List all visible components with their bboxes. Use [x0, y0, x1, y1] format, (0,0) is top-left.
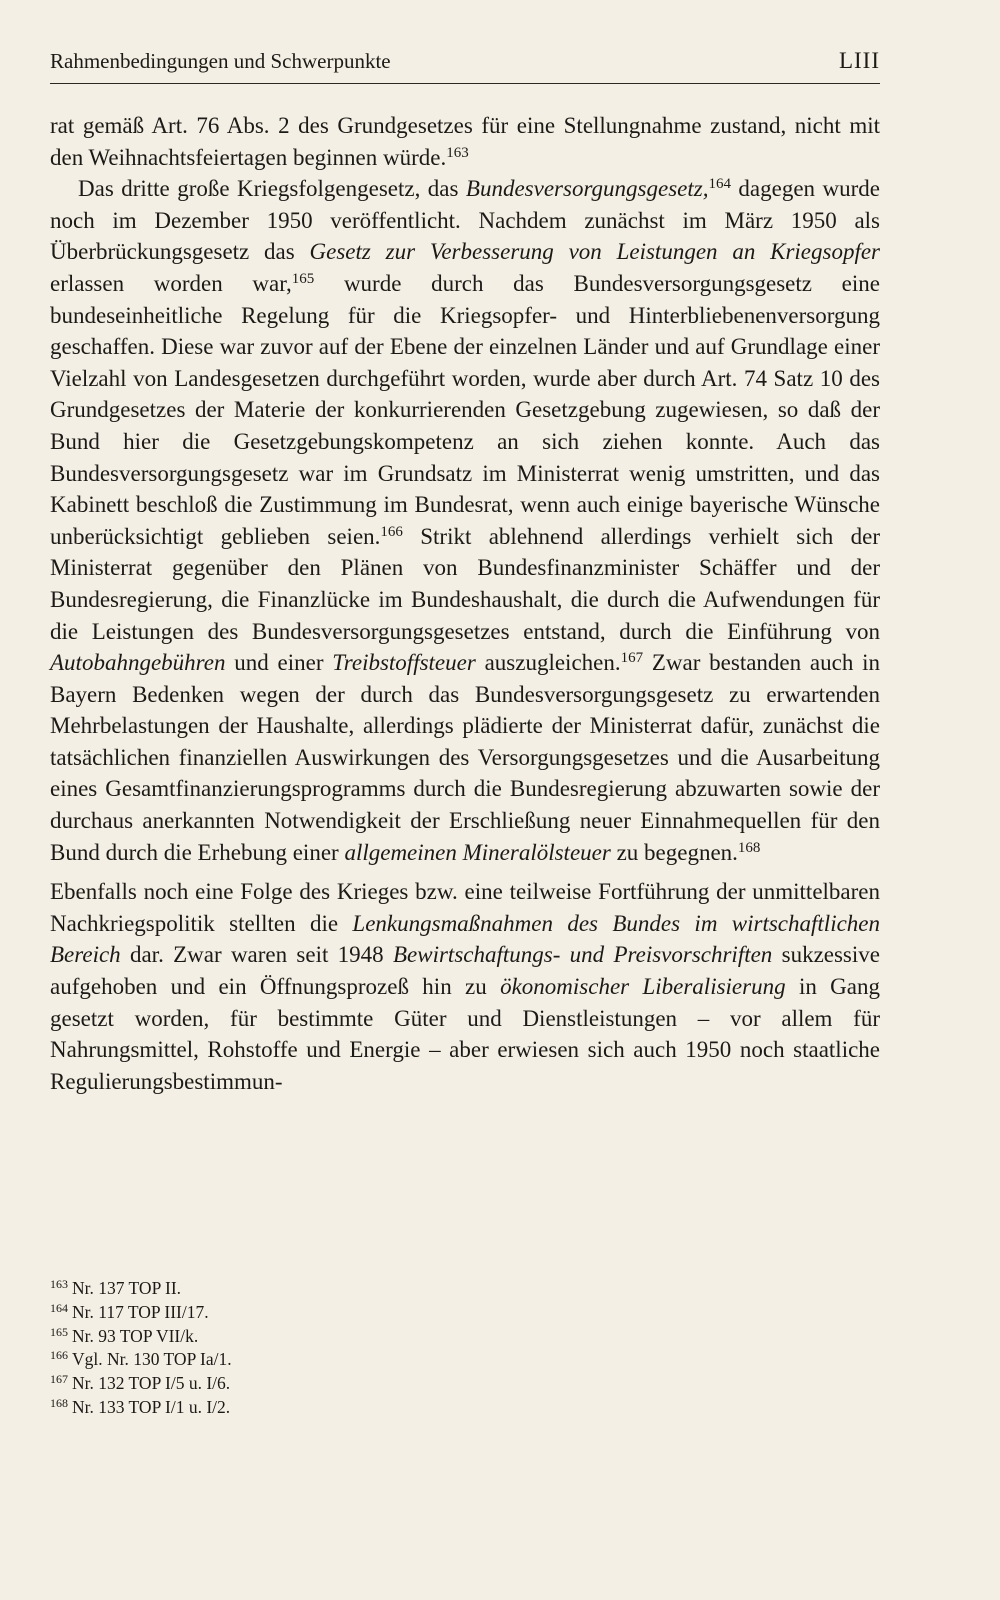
paragraph-3: Ebenfalls noch eine Folge des Krieges bzw. eine teilweise Fortführung der unmittelbaren Nachkriegspolitik stellten die Lenkungsmaßnahmen des Bundes im wirtschaftlichen Bereich dar. Zwar waren seit 1948 Bewirtschaftungs- und Preisvorschriften sukzessive aufgehoben und ein Öffnungsprozeß hin zu ökonomischer Liberalisierung in Gang gesetzt worden, für bestimmte Güter und Dienstleistungen – vor allem für Nahrungsmittel, Rohstoffe und Energie – aber erwiesen sich auch 1950 noch staatliche Regulierungsbestimmun-	[50, 879, 880, 1094]
footnote-168: $^{168}$ Nr. 133 TOP I/1 u. I/2.	[50, 1395, 231, 1417]
page-number: LIII	[838, 48, 880, 73]
footnote-166: $^{166}$ Vgl. Nr. 130 TOP Ia/1.	[50, 1348, 232, 1370]
body-text	[50, 110, 880, 1097]
footnote-164: $^{164}$ Nr. 117 TOP III/17.	[50, 1300, 209, 1322]
running-title: Rahmenbedingungen und Schwerpunkte	[50, 49, 391, 73]
running-header	[50, 48, 880, 84]
footnote-ref-164[interactable]: 164	[708, 176, 731, 193]
footnote-ref-163[interactable]: 163	[446, 144, 469, 161]
footnote-ref-168[interactable]: 168	[737, 839, 761, 856]
footnote-165: $^{165}$ Nr. 93 TOP VII/k.	[50, 1324, 199, 1346]
footnote-ref-167[interactable]: 167	[620, 650, 644, 667]
footnotes	[50, 1277, 880, 1420]
footnote-ref-165[interactable]: 165	[291, 270, 315, 287]
footnote-163: $^{163}$ Nr. 137 TOP II.	[50, 1277, 182, 1298]
paragraph-1: rat gemäß Art. 76 Abs. 2 des Grundgesetzes für eine Stellungnahme zustand, nicht mit den Weihnachtsfeiertagen beginnen würde.$^{163}$	[50, 113, 880, 170]
footnote-ref-166[interactable]: 166	[380, 523, 403, 540]
footnote-167: $^{167}$ Nr. 132 TOP I/5 u. I/6.	[50, 1372, 231, 1394]
paragraph-2: Das dritte große Kriegsfolgengesetz, das Bundesversorgungsgesetz,$^{164}$ dagegen wurde noch im Dezember 1950 veröffentlicht. Nachdem zunächst im März 1950 als Überbrückungsgesetz das Gesetz zur Verbesserung von Leistungen an Kriegsopfer erlassen worden war,$^{165}$ wurde durch das Bundesversorgungsgesetz eine bundeseinheitliche Regelung für die Kriegsopfer- und Hinterbliebenenversorgung geschaffen. Diese war zuvor auf der Ebene der einzelnen Länder und auf Grundlage einer Vielzahl von Landesgesetzen durchgeführt worden, wurde aber durch Art. 74 Satz 10 des Grundgesetzes der Materie der konkurrierenden Gesetzgebung zugewiesen, so daß der Bund hier die Gesetzgebungskompetenz an sich ziehen konnte. Auch das Bundesversorgungsgesetz war im Grundsatz im Ministerrat wenig umstritten, und das Kabinett beschloß die Zustimmung im Bundesrat, wenn auch einige bayerische Wünsche unberücksichtigt geblieben seien.$^{166}$ Strikt ablehnend allerdings verhielt sich der Ministerrat gegenüber den Plänen von Bundesfinanzminister Schäffer und der Bundesregierung, die Finanzlücke im Bundeshaushalt, die durch die Aufwendungen für die Leistungen des Bundesversorgungsgesetzes entstand, durch die Einführung von Autobahngebühren und einer Treibstoffsteuer auszugleichen.$^{167}$ Zwar bestanden auch in Bayern Bedenken wegen der durch das Bundesversorgungsgesetz zu erwartenden Mehrbelastungen der Haushalte, allerdings plädierte der Ministerrat dafür, zunächst die tatsächlichen finanziellen Auswirkungen des Versorgungsgesetzes und die Ausarbeitung eines Gesamtfinanzierungsprogramms durch die Bundesregierung abzuwarten sowie der durchaus anerkannten Notwendigkeit der Erschließung neuer Einnahmequellen für den Bund durch die Erhebung einer allgemeinen Mineralölsteuer zu begegnen.$^{168}$	[50, 176, 881, 865]
